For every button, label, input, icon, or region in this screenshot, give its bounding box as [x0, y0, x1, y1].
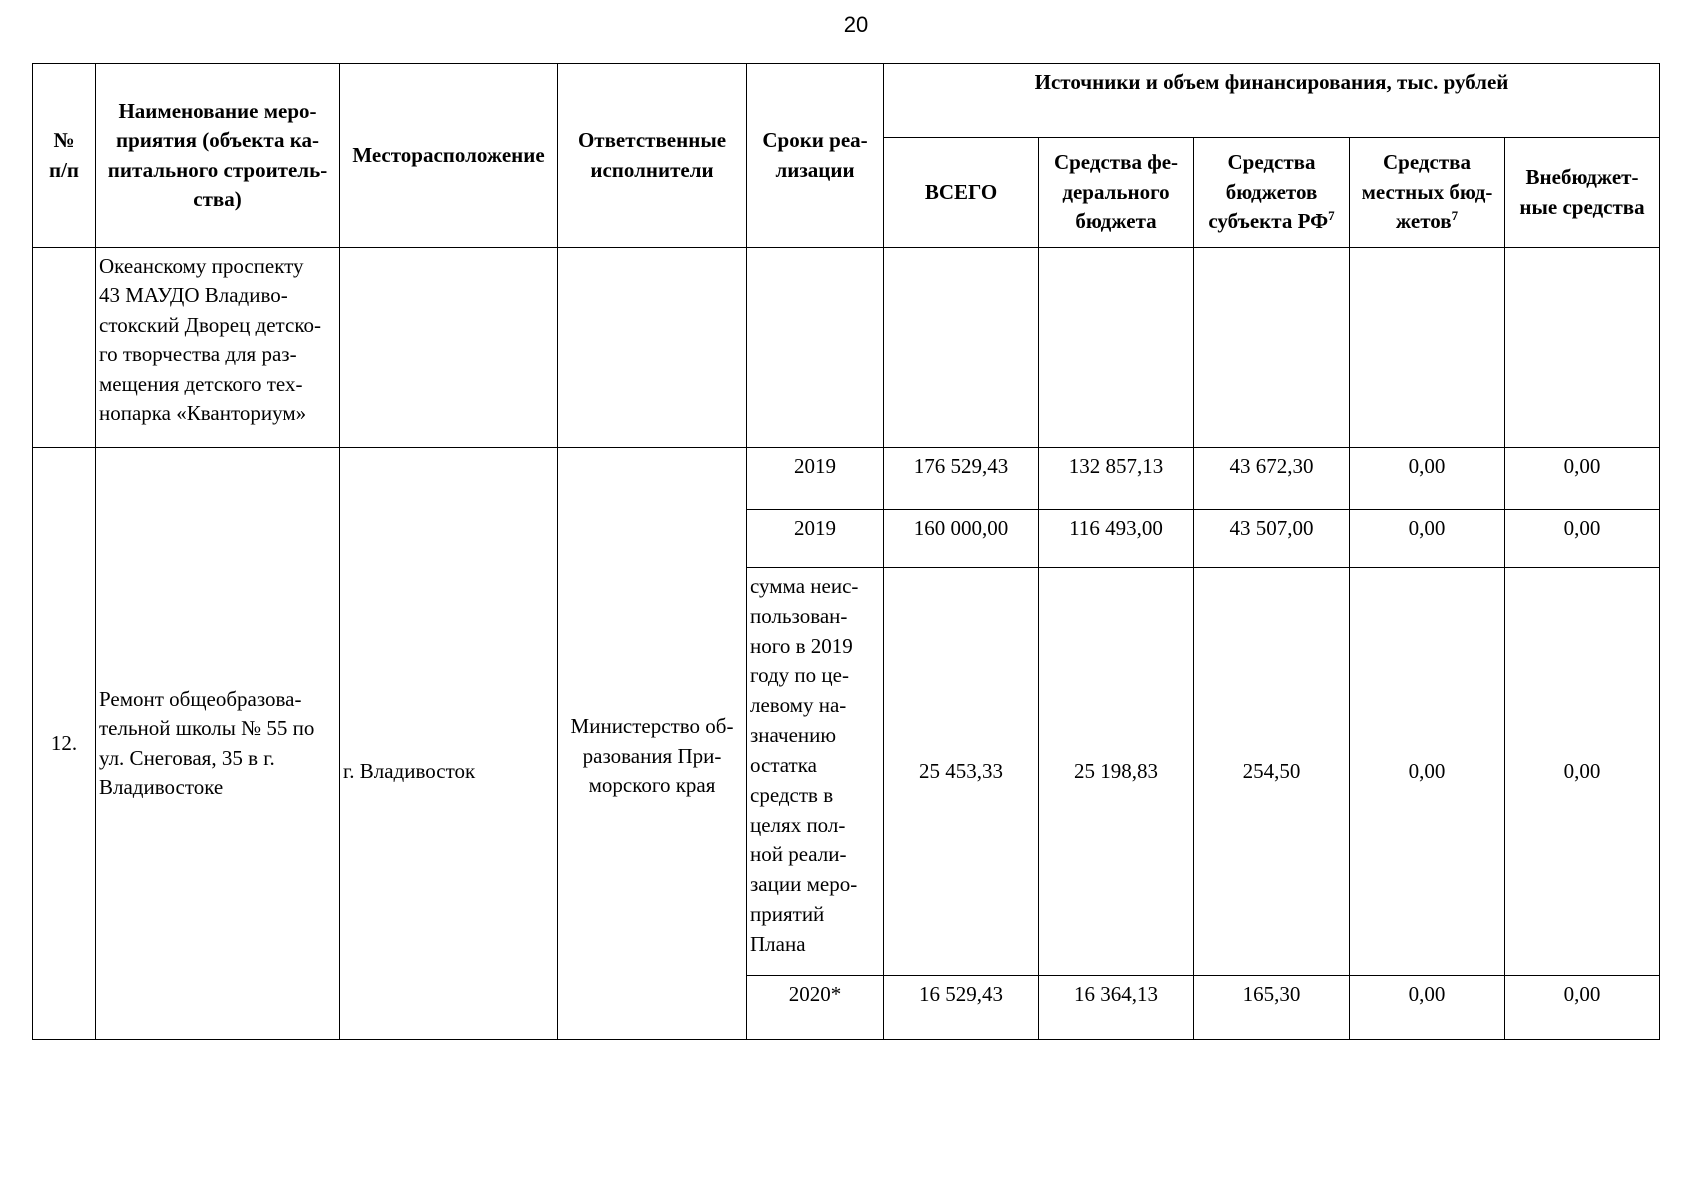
- continuation-federal: [1039, 248, 1194, 448]
- header-executors: Ответственные исполнители: [558, 64, 747, 248]
- local-cell: 0,00: [1350, 568, 1505, 976]
- extra-cell: 0,00: [1505, 510, 1660, 568]
- total-cell: 25 453,33: [884, 568, 1039, 976]
- term-cell: сумма неис- пользован- ного в 2019 году по це- левому на- значению остатка средств в целях пол- ной реали- зации меро- приятий Плана: [747, 568, 884, 976]
- federal-cell: 116 493,00: [1039, 510, 1194, 568]
- subject-cell: 43 507,00: [1194, 510, 1350, 568]
- header-federal: Средства фе- дерального бюджета: [1039, 138, 1194, 248]
- extra-cell: 0,00: [1505, 976, 1660, 1040]
- header-total: ВСЕГО: [884, 138, 1039, 248]
- header-subject: Средства бюджетов субъекта $РФ^7$: [1194, 138, 1350, 248]
- extra-cell: 0,00: [1505, 568, 1660, 976]
- subject-cell: 43 672,30: [1194, 448, 1350, 510]
- term-cell: 2020*: [747, 976, 884, 1040]
- header-local: Средства местных бюд- жетов$^7$: [1350, 138, 1505, 248]
- continuation-name: Океанскому проспекту 43 МАУДО Владиво- стокский Дворец детско- го творчества для раз- мещения детского тех- нопарка «Кванториум»: [96, 248, 340, 448]
- federal-cell: 16 364,13: [1039, 976, 1194, 1040]
- term-cell: 2019: [747, 510, 884, 568]
- item-num: 12.: [33, 448, 96, 1040]
- local-cell: 0,00: [1350, 976, 1505, 1040]
- total-cell: 16 529,43: [884, 976, 1039, 1040]
- federal-cell: 25 198,83: [1039, 568, 1194, 976]
- continuation-location: [340, 248, 558, 448]
- continuation-extra: [1505, 248, 1660, 448]
- local-cell: 0,00: [1350, 510, 1505, 568]
- federal-cell: 132 857,13: [1039, 448, 1194, 510]
- subject-cell: 254,50: [1194, 568, 1350, 976]
- header-terms: Сроки реа- лизации: [747, 64, 884, 248]
- header-location: Месторасположение: [340, 64, 558, 248]
- financing-table: [32, 63, 1660, 1040]
- total-cell: 160 000,00: [884, 510, 1039, 568]
- header-extra: Внебюджет- ные средства: [1505, 138, 1660, 248]
- continuation-executor: [558, 248, 747, 448]
- continuation-local: [1350, 248, 1505, 448]
- local-cell: 0,00: [1350, 448, 1505, 510]
- header-name: Наименование меро- приятия (объекта ка- питального строитель- ства): [96, 64, 340, 248]
- table-row: [33, 448, 1660, 510]
- continuation-term: [747, 248, 884, 448]
- header-row-1: [33, 64, 1660, 138]
- subject-cell: 165,30: [1194, 976, 1350, 1040]
- item-executor: Министерство об- разования При- морского края: [558, 448, 747, 1040]
- header-num: № п/п: [33, 64, 96, 248]
- continuation-subject: [1194, 248, 1350, 448]
- page-number: 20: [843, 12, 869, 37]
- continuation-total: [884, 248, 1039, 448]
- header-sources: Источники и объем финансирования, тыс. рублей: [884, 64, 1660, 138]
- total-cell: 176 529,43: [884, 448, 1039, 510]
- continuation-row: [33, 248, 1660, 448]
- term-cell: 2019: [747, 448, 884, 510]
- item-name: Ремонт общеобразова- тельной школы № 55 по ул. Снеговая, 35 в г. Владивостоке: [96, 448, 340, 1040]
- item-location: г. Владивосток: [340, 448, 558, 1040]
- extra-cell: 0,00: [1505, 448, 1660, 510]
- continuation-num: [33, 248, 96, 448]
